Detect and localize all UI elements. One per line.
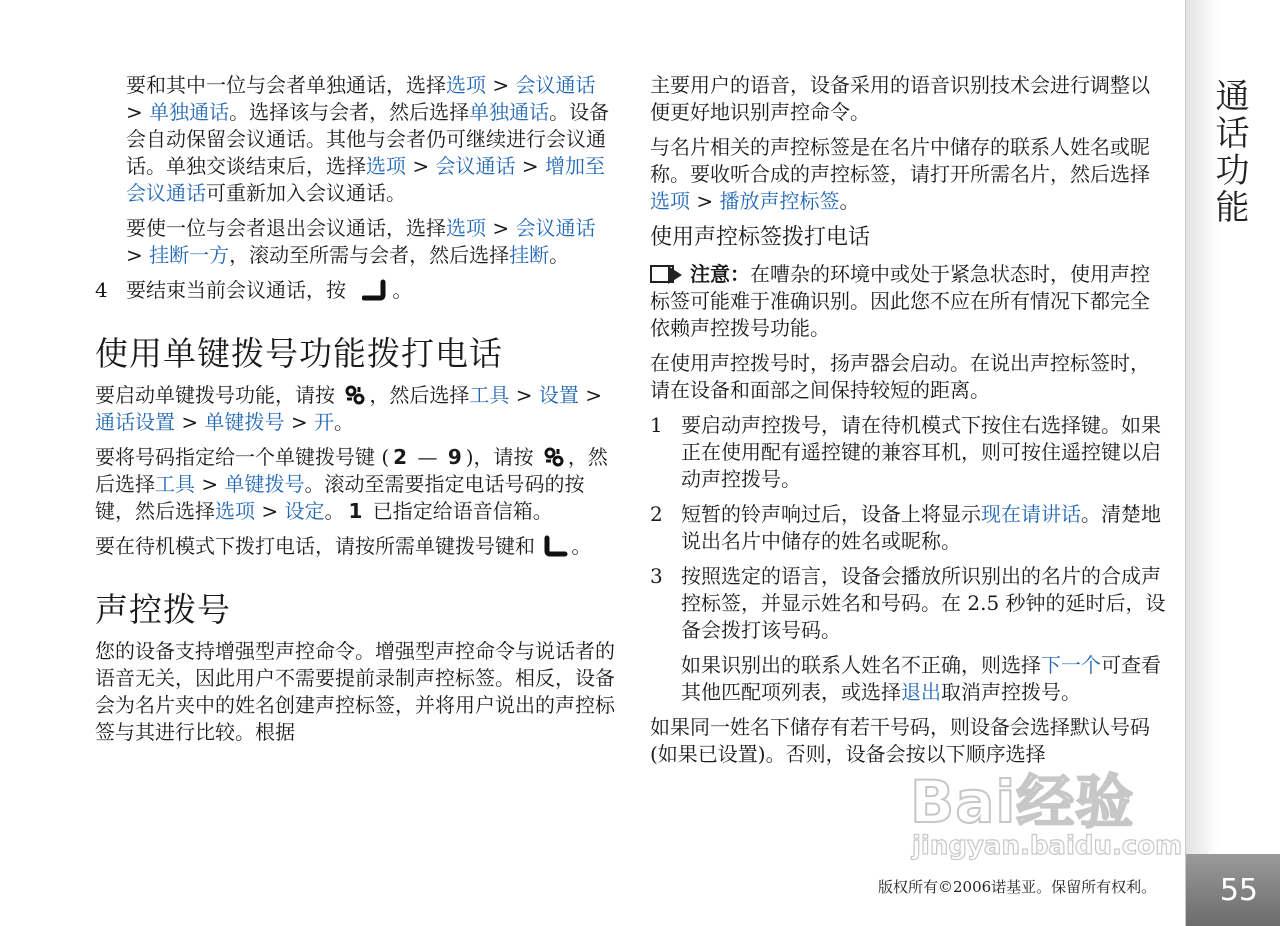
watermark-url: jingyan.baidu.com — [912, 831, 1183, 861]
paragraph-enable-speed-dial — [95, 382, 618, 436]
menu-link-add-to-conference: 增加至会议通话 — [126, 154, 605, 205]
end-call-key-icon — [362, 279, 388, 301]
paragraph-drop-participant — [95, 215, 618, 269]
section-title: 通话功能 — [1209, 78, 1249, 226]
text: ，然后选择 — [369, 383, 470, 407]
menu-link-quit: 退出 — [901, 680, 941, 704]
step-text: 要启动声控拨号，请在待机模式下按住右选择键。如果正在使用配有遥控键的兼容耳机，则可按住遥控键以启动声控拨号。 — [681, 413, 1161, 491]
menu-link-options: 选项 — [446, 73, 486, 97]
menu-link-assign: 设定 — [284, 499, 325, 523]
copyright-notice: 版权所有©2006诺基亚。保留所有权利。 — [878, 878, 1157, 896]
separator: > — [690, 189, 720, 213]
separator: > — [486, 73, 516, 97]
text: 可查看其他匹配项列表，或选择 — [681, 653, 1161, 704]
key-9-icon: 9 — [447, 445, 462, 469]
step-text: 按照选定的语言，设备会播放所识别出的名片的合成声控标签，并显示姓名和号码。在 2.5 秒钟的延时后，设备会拨打该号码。 — [681, 564, 1166, 642]
separator: > — [126, 100, 150, 124]
heading-voice-dialing: 声控拨号 — [95, 590, 231, 629]
menu-link-options: 选项 — [446, 216, 486, 240]
menu-link-private: 单独通话 — [149, 100, 230, 124]
separator: > — [509, 383, 539, 407]
paragraph-multiple-numbers: 如果同一姓名下储存有若干号码，则设备会选择默认号码 (如果已设置)。否则，设备会按以下顺序选择 — [650, 715, 1150, 766]
paragraph-assign-number — [95, 444, 618, 525]
text: 要和其中一位与会者单独通话，选择 — [126, 73, 446, 97]
separator: > — [255, 499, 285, 523]
text: 要将号码指定给一个单键拨号键 ( — [95, 445, 390, 469]
text: 。 — [392, 278, 413, 302]
menu-link-next: 下一个 — [1041, 653, 1101, 677]
menu-link-settings: 设置 — [538, 383, 579, 407]
text: 要启动单键拨号功能，请按 — [95, 383, 335, 407]
menu-link-play-voice-tag: 播放声控标签 — [719, 189, 840, 213]
text: 如果识别出的联系人姓名不正确，则选择 — [681, 653, 1041, 677]
heading-speed-dial: 使用单键拨号功能拨打电话 — [95, 334, 503, 373]
paragraph-voice-intro: 您的设备支持增强型声控命令。增强型声控命令与说话者的语音无关，因此用户不需要提前录制声控标签。相反，设备会为名片夹中的姓名创建声控标签，并将用户说出的声控标签与其进行比较。根据 — [95, 639, 615, 744]
menu-link-conference: 会议通话 — [435, 154, 516, 178]
paragraph-speaker: 在使用声控拨号时，扬声器会启动。在说出声控标签时，请在设备和面部之间保持较短的距离。 — [650, 351, 1150, 402]
paragraph-voice-tags — [650, 134, 1168, 215]
section-sidebar — [1185, 0, 1280, 926]
menu-key-icon — [543, 446, 565, 468]
menu-link-speed-dial: 单键拨号 — [204, 410, 285, 434]
paragraph-voice-recognition: 主要用户的语音，设备采用的语音识别技术会进行调整以便更好地识别声控命令。 — [650, 73, 1150, 124]
menu-link-tools: 工具 — [155, 472, 195, 496]
menu-link-drop: 挂断 — [509, 243, 550, 267]
text: 可重新加入会议通话。 — [206, 181, 406, 205]
page-number-box — [1186, 854, 1280, 926]
text: 要使一位与会者退出会议通话，选择 — [126, 216, 446, 240]
menu-link-conference: 会议通话 — [515, 216, 596, 240]
text: 。设备会自动保留会议通话。其他与会者仍可继续进行会议通话。单独交谈结束后，选择 — [126, 100, 610, 178]
menu-link-conference: 会议通话 — [515, 73, 596, 97]
step-4 — [95, 277, 618, 304]
prompt-speak-now: 现在请讲话 — [981, 502, 1081, 526]
text: 。 — [324, 499, 345, 523]
step-1 — [650, 412, 1168, 493]
text: 。滚动至需要指定电话号码的按键，然后选择 — [95, 472, 585, 523]
menu-key-icon — [344, 384, 366, 406]
note-icon — [650, 265, 674, 283]
text: 。选择该与会者，然后选择 — [229, 100, 470, 124]
right-column — [650, 72, 1168, 768]
step-number: 1 — [650, 413, 663, 437]
separator: > — [486, 216, 516, 240]
separator: > — [195, 472, 225, 496]
step-text: 短暂的铃声响过后，设备上将显示 — [681, 502, 981, 526]
paragraph-private-call — [95, 72, 618, 207]
text: 。 — [839, 189, 860, 213]
text: ，滚动至所需与会者，然后选择 — [229, 243, 510, 267]
step-number: 4 — [95, 278, 108, 302]
menu-link-options: 选项 — [650, 189, 690, 213]
text: 要结束当前会议通话，按 — [126, 278, 346, 302]
page-number: 55 — [1219, 873, 1258, 908]
separator: > — [284, 410, 314, 434]
separator: > — [406, 154, 436, 178]
menu-link-drop-participant: 挂断一方 — [149, 243, 230, 267]
text: — — [411, 445, 444, 469]
menu-link-speed-dial: 单键拨号 — [224, 472, 305, 496]
separator: > — [515, 154, 545, 178]
text: 已指定给语音信箱。 — [366, 499, 553, 523]
text: 与名片相关的声控标签是在名片中储存的联系人姓名或昵称。要收听合成的声控标签，请打开所需名片，然后选择 — [650, 135, 1150, 186]
text: ，然后选择 — [95, 445, 608, 496]
text: 。 — [333, 410, 354, 434]
note-paragraph — [650, 261, 1168, 342]
menu-link-call-settings: 通话设置 — [95, 410, 175, 434]
heading-voice-tag-call: 使用声控标签拨打电话 — [650, 225, 871, 250]
text: )，请按 — [465, 445, 534, 469]
step-number: 3 — [650, 564, 663, 588]
text: 要在待机模式下拨打电话，请按所需单键拨号键和 — [95, 534, 535, 558]
separator: > — [578, 383, 602, 407]
key-2-icon: 2 — [393, 445, 408, 469]
paragraph-call-standby — [95, 533, 618, 560]
step-text: 。清楚地说出名片中储存的姓名或昵称。 — [681, 502, 1161, 553]
watermark-brand: Bai经验 — [910, 768, 1135, 836]
text: 取消声控拨号。 — [941, 680, 1081, 704]
call-key-icon — [543, 535, 569, 557]
menu-link-on: 开 — [313, 410, 334, 434]
menu-link-private: 单独通话 — [469, 100, 550, 124]
separator: > — [126, 243, 150, 267]
left-column — [95, 72, 618, 746]
step-number: 2 — [650, 502, 663, 526]
text: 。 — [571, 534, 592, 558]
step-2 — [650, 501, 1168, 555]
menu-link-options: 选项 — [366, 154, 406, 178]
separator: > — [175, 410, 205, 434]
step-3 — [650, 563, 1168, 644]
paragraph-wrong-contact — [650, 652, 1168, 706]
text: 。 — [549, 243, 570, 267]
key-1-icon: 1 — [348, 499, 363, 523]
menu-link-options: 选项 — [215, 499, 255, 523]
note-text: 在嘈杂的环境中或处于紧急状态时，使用声控标签可能难于准确识别。因此您不应在所有情况下都完全依赖声控拨号功能。 — [650, 262, 1150, 340]
note-label: 注意： — [690, 262, 750, 286]
menu-link-tools: 工具 — [469, 383, 510, 407]
